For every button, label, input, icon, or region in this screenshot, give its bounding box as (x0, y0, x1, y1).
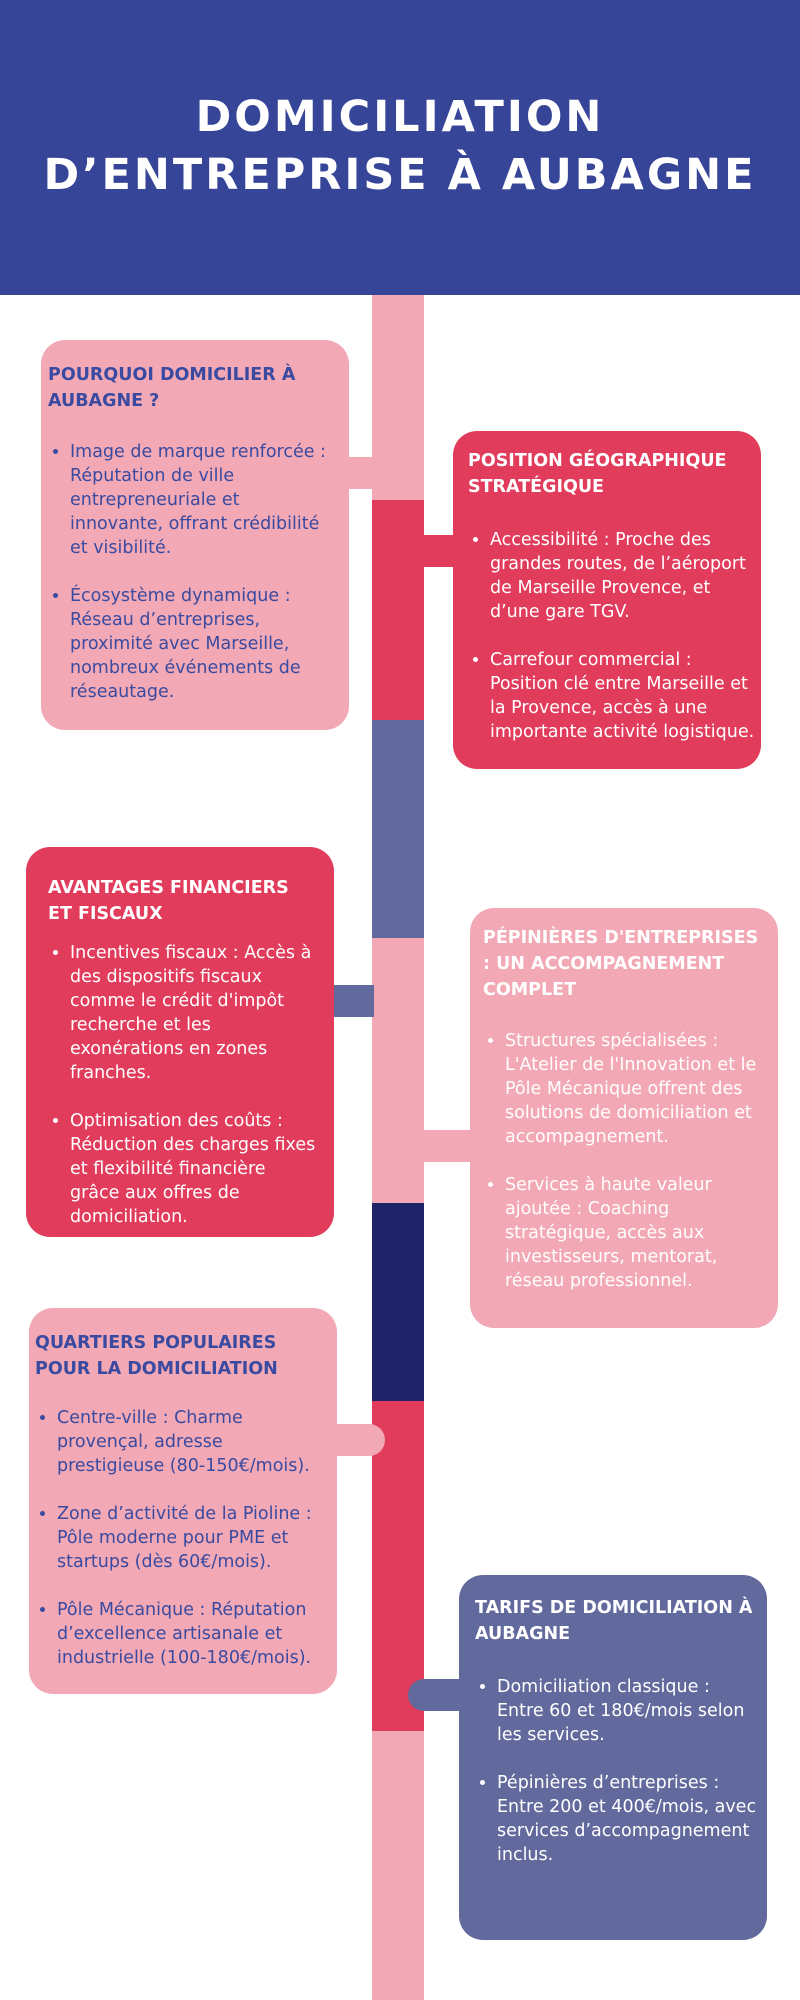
timeline-segment-2 (372, 500, 424, 720)
header-banner (0, 0, 800, 295)
card-avantages-financiers (26, 847, 334, 1237)
card-title: AVANTAGES FINANCIERS ET FISCAUX (48, 878, 289, 924)
list-item: • Incentives fiscaux : Accès à des dispositifs fiscaux comme le crédit d'impôt recherche et les exonérations en zones franches. (70, 941, 318, 1085)
list-item: • Pépinières d’entreprises : Entre 200 et 400€/mois, avec services d’accompagnement inclus. (497, 1771, 757, 1867)
list-item: • Écosystème dynamique : Réseau d’entreprises, proximité avec Marseille, nombreux événements de réseautage. (70, 584, 335, 704)
connector-tarifs (408, 1679, 460, 1711)
card-title: POURQUOI DOMICILIER À AUBAGNE ? (48, 365, 296, 411)
list-item: • Image de marque renforcée : Réputation de ville entrepreneuriale et innovante, offrant crédibilité et visibilité. (70, 440, 335, 560)
list-item: • Centre-ville : Charme provençal, adresse prestigieuse (80-150€/mois). (57, 1406, 325, 1478)
card-pepinieres (470, 908, 778, 1328)
timeline-segment-4 (372, 938, 424, 1203)
card-tarifs-domiciliation (459, 1575, 767, 1940)
card-title: TARIFS DE DOMICILIATION À AUBAGNE (475, 1598, 753, 1644)
connector-quartiers (335, 1424, 385, 1456)
timeline-segment-1 (372, 295, 424, 500)
list-item: • Accessibilité : Proche des grandes routes, de l’aéroport de Marseille Provence, et d’une gare TGV. (490, 528, 755, 624)
card-title: PÉPINIÈRES D'ENTREPRISES : UN ACCOMPAGNEMENT COMPLET (483, 928, 759, 1000)
timeline-segment-3 (372, 720, 424, 938)
list-item: • Optimisation des coûts : Réduction des charges fixes et flexibilité financière grâce aux offres de domiciliation. (70, 1109, 318, 1229)
connector-pourquoi (345, 457, 375, 489)
connector-pepinieres (422, 1130, 472, 1162)
list-item: • Structures spécialisées : L'Atelier de l'Innovation et le Pôle Mécanique offrent des solutions de domiciliation et accompagnement. (505, 1029, 760, 1149)
bullet-list (48, 941, 318, 1229)
bullet-list (468, 528, 755, 744)
list-item: • Services à haute valeur ajoutée : Coaching stratégique, accès aux investisseurs, mentorat, réseau professionnel. (505, 1173, 760, 1293)
connector-avantages (332, 985, 374, 1017)
bullet-list (35, 1406, 325, 1670)
bullet-list (475, 1675, 757, 1867)
list-item: • Carrefour commercial : Position clé entre Marseille et la Provence, accès à une importante activité logistique. (490, 648, 755, 744)
page-title-line-1: DOMICILIATION (195, 92, 605, 142)
card-position-geographique (453, 431, 761, 769)
list-item: • Pôle Mécanique : Réputation d’excellence artisanale et industrielle (100-180€/mois). (57, 1598, 325, 1670)
timeline-segment-5 (372, 1203, 424, 1401)
list-item: • Domiciliation classique : Entre 60 et 180€/mois selon les services. (497, 1675, 757, 1747)
timeline-segment-7 (372, 1731, 424, 2000)
page-title (0, 88, 800, 204)
page-title-line-2: D’ENTREPRISE À AUBAGNE (43, 150, 757, 200)
card-pourquoi-domicilier (41, 340, 349, 730)
card-title: QUARTIERS POPULAIRES POUR LA DOMICILIATION (35, 1333, 278, 1379)
card-quartiers-populaires (29, 1308, 337, 1694)
bullet-list (483, 1029, 760, 1293)
bullet-list (48, 440, 335, 704)
list-item: • Zone d’activité de la Pioline : Pôle moderne pour PME et startups (dès 60€/mois). (57, 1502, 325, 1574)
connector-position (422, 535, 457, 567)
card-title: POSITION GÉOGRAPHIQUE STRATÉGIQUE (468, 451, 727, 497)
